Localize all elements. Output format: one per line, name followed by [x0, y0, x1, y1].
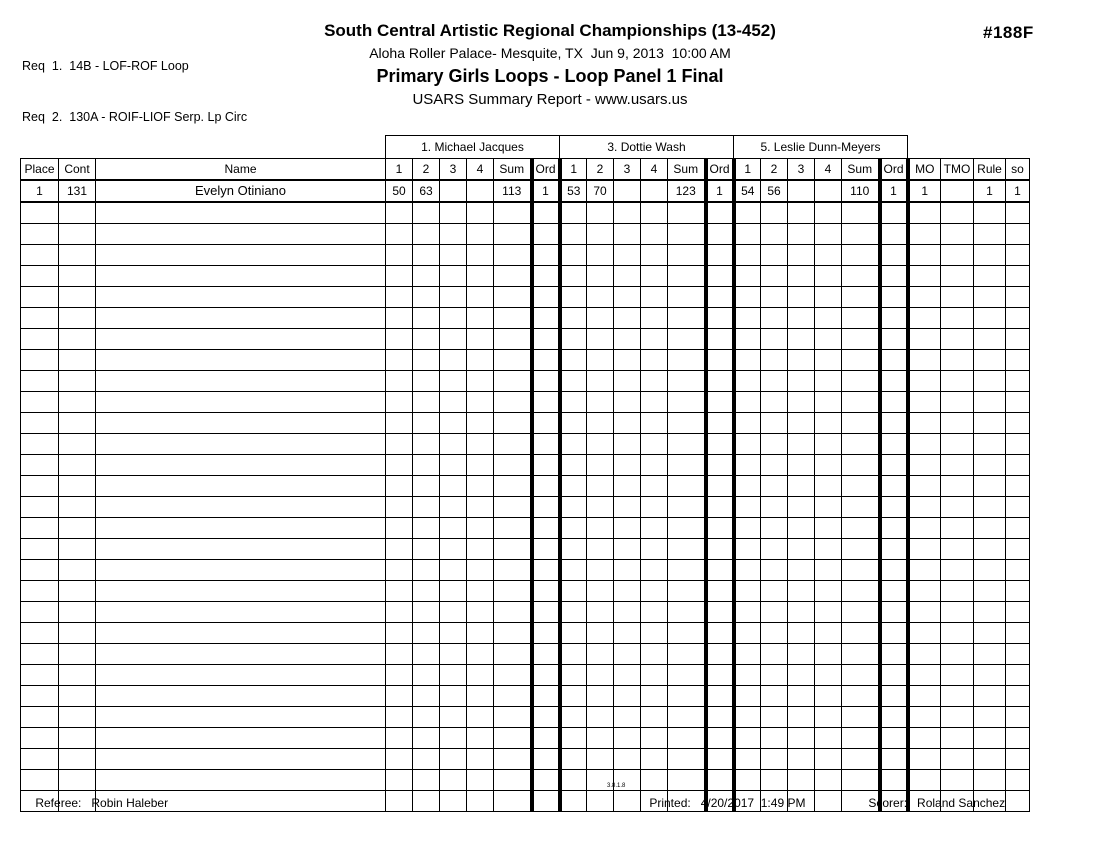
- col-header-j5-ord: Ord: [880, 159, 908, 181]
- cell-j1-ord: 1: [532, 180, 560, 202]
- empty-row: [21, 560, 1030, 581]
- printed-label: Printed:: [649, 796, 691, 810]
- empty-row: [21, 686, 1030, 707]
- col-header-cont: Cont: [59, 159, 96, 181]
- cell-j3-score4: [641, 180, 668, 202]
- software-version: 3.8.1.8: [607, 783, 626, 789]
- empty-row: [21, 224, 1030, 245]
- col-header-j1-trial2: 2: [413, 159, 440, 181]
- col-header-j5-trial4: 4: [815, 159, 842, 181]
- cell-j3-ord: 1: [706, 180, 734, 202]
- title-block: [0, 21, 1100, 108]
- empty-row: [21, 476, 1030, 497]
- report-type-line: USARS Summary Report - www.usars.us: [412, 91, 688, 108]
- cell-j5-score3: [788, 180, 815, 202]
- cell-tmo: [941, 180, 974, 202]
- empty-row: [21, 749, 1030, 770]
- empty-row: [21, 434, 1030, 455]
- judge-5-name: 5. Leslie Dunn-Meyers: [734, 136, 908, 159]
- cell-j3-sum: 123: [668, 180, 706, 202]
- cell-j1-score1: 50: [386, 180, 413, 202]
- col-header-j1-ord: Ord: [532, 159, 560, 181]
- cell-j3-score3: [614, 180, 641, 202]
- empty-row: [21, 497, 1030, 518]
- referee-name: Robin Haleber: [91, 796, 169, 810]
- score-table-body: [21, 180, 1030, 812]
- col-header-j5-trial1: 1: [734, 159, 761, 181]
- empty-row: [21, 623, 1030, 644]
- cell-j5-score1: 54: [734, 180, 761, 202]
- judge-3-name: 3. Dottie Wash: [560, 136, 734, 159]
- cell-j1-score2: 63: [413, 180, 440, 202]
- cell-j5-sum: 110: [842, 180, 880, 202]
- cell-j5-ord: 1: [880, 180, 908, 202]
- col-header-j5-trial2: 2: [761, 159, 788, 181]
- empty-row: [21, 602, 1030, 623]
- col-header-j5-sum: Sum: [842, 159, 880, 181]
- referee-line: [22, 782, 168, 824]
- cell-j1-score4: [467, 180, 494, 202]
- empty-row: [21, 581, 1030, 602]
- col-header-tmo: TMO: [941, 159, 974, 181]
- empty-row: [21, 371, 1030, 392]
- cell-j5-score2: 56: [761, 180, 788, 202]
- col-header-j3-sum: Sum: [668, 159, 706, 181]
- championship-title: South Central Artistic Regional Championships (13-452): [324, 21, 776, 40]
- empty-row: [21, 329, 1030, 350]
- requirement-line-2: Req 2. 130A - ROIF-LIOF Serp. Lp Circ: [22, 110, 248, 124]
- col-header-j3-trial1: 1: [560, 159, 587, 181]
- scorer-line: [855, 782, 1005, 824]
- empty-row: [21, 202, 1030, 224]
- score-table: [20, 135, 1030, 812]
- col-header-j1-sum: Sum: [494, 159, 532, 181]
- empty-row: [21, 455, 1030, 476]
- col-header-j3-trial4: 4: [641, 159, 668, 181]
- empty-row: [21, 287, 1030, 308]
- referee-label: Referee:: [35, 796, 82, 810]
- cell-j1-sum: 113: [494, 180, 532, 202]
- printed-value: 4/20/2017 1:49 PM: [700, 796, 806, 810]
- col-header-j1-trial3: 3: [440, 159, 467, 181]
- col-header-j3-trial3: 3: [614, 159, 641, 181]
- col-header-place: Place: [21, 159, 59, 181]
- venue-date-line: Aloha Roller Palace- Mesquite, TX Jun 9, 2013 10:00 AM: [369, 45, 731, 61]
- empty-row: [21, 644, 1030, 665]
- cell-cont: 131: [59, 180, 96, 202]
- empty-row: [21, 665, 1030, 686]
- judge-row-right-spacer: [908, 136, 1030, 159]
- empty-row: [21, 350, 1030, 371]
- cell-skater-name: Evelyn Otiniano: [96, 180, 386, 202]
- requirement-line-1: Req 1. 14B - LOF-ROF Loop: [22, 59, 189, 73]
- col-header-j3-trial2: 2: [587, 159, 614, 181]
- col-header-j1-trial1: 1: [386, 159, 413, 181]
- scorer-name: Roland Sanchez: [917, 796, 1006, 810]
- empty-row: [21, 266, 1030, 287]
- cell-j1-score3: [440, 180, 467, 202]
- col-header-so: so: [1006, 159, 1030, 181]
- col-header-name: Name: [96, 159, 386, 181]
- empty-row: [21, 245, 1030, 266]
- cell-j3-score2: 70: [587, 180, 614, 202]
- col-header-j1-trial4: 4: [467, 159, 494, 181]
- event-title: Primary Girls Loops - Loop Panel 1 Final: [376, 66, 724, 86]
- empty-row: [21, 707, 1030, 728]
- col-header-mo: MO: [908, 159, 941, 181]
- empty-row: [21, 728, 1030, 749]
- empty-row: [21, 413, 1030, 434]
- col-header-rule: Rule: [974, 159, 1006, 181]
- judge-row-left-spacer: [21, 136, 386, 159]
- col-header-j3-ord: Ord: [706, 159, 734, 181]
- cell-mo: 1: [908, 180, 941, 202]
- col-header-j5-trial3: 3: [788, 159, 815, 181]
- judge-header-row: [21, 136, 1030, 159]
- judge-1-name: 1. Michael Jacques: [386, 136, 560, 159]
- scorer-label: Scorer:: [868, 796, 908, 810]
- event-number: #188F: [983, 23, 1034, 42]
- empty-row: [21, 308, 1030, 329]
- cell-j3-score1: 53: [560, 180, 587, 202]
- cell-place: 1: [21, 180, 59, 202]
- empty-row: [21, 518, 1030, 539]
- cell-j5-score4: [815, 180, 842, 202]
- cell-rule: 1: [974, 180, 1006, 202]
- empty-row: [21, 392, 1030, 413]
- column-header-row: [21, 159, 1030, 181]
- result-row: [21, 180, 1030, 202]
- empty-row: [21, 539, 1030, 560]
- cell-so: 1: [1006, 180, 1030, 202]
- printed-line: [636, 782, 805, 824]
